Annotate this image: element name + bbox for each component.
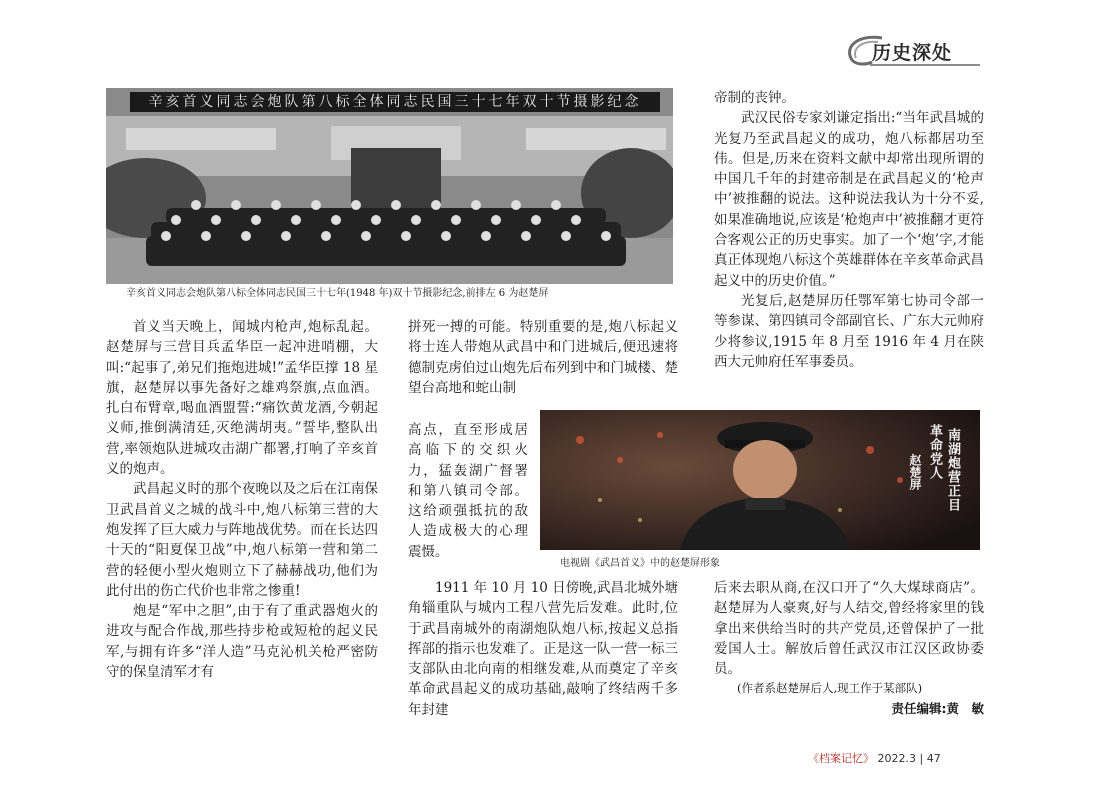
paragraph: 武昌起义时的那个夜晚以及之后在江南保卫武昌首义之城的战斗中,炮八标第三营的大炮发挥了巨大威力与阵地战优势。而在长达四十天的“阳夏保卫战”中,炮八标第一营和第二营的轻便小型火炮则立下了赫赫战功,他们为此付出的伤亡代价也非常之惨重! [106,481,378,599]
article-column-1 [106,317,378,682]
tv-drama-still [540,410,980,550]
author-note: (作者系赵楚屏后人,现工作于某部队) [737,681,923,696]
overlay-name: 赵楚屏 [908,454,922,490]
paragraph: 1911 年 10 月 10 日傍晚,武昌北城外塘角辎重队与城内工程八营先后发难。此时,位于武昌南城外的南湖炮队炮八标,按起义总指挥部的指示也发难了。正是这一队一营一标三支部队由北向南的相继发难,从而奠定了辛亥革命武昌起义的成功基础,敲响了终结两千多年封建 [408,580,678,718]
group-photo-image [106,88,673,284]
article-column-2-wrap [408,420,528,562]
issue-number: 2022.3 [877,752,916,765]
article-column-2-top [408,317,678,398]
paragraph: 拼死一搏的可能。特别重要的是,炮八标起义将士连人带炮从武昌中和门进城后,便迅速将德制克虏伯过山炮先后布列到中和门城楼、楚望台高地和蛇山制 [408,319,678,396]
footer-separator: | [919,752,924,765]
photo-banner: 辛亥首义同志会炮队第八标全体同志民国三十七年双十节摄影纪念 [130,92,660,112]
group-photo-caption: 辛亥首义同志会炮队第八标全体同志民国三十七年(1948 年)双十节摄影纪念,前排左 6 为赵楚屏 [126,288,549,299]
paragraph: 武汉民俗专家刘谦定指出:“当年武昌城的光复乃至武昌起义的成功，炮八标都居功至伟。但是,历来在资料文献中却常出现所谓的中国几千年的封建帝制是在武昌起义的‘枪声中’被推翻的说法。这种说法我认为十分不妥,如果准确地说,应该是‘枪炮声中’被推翻才更符合客观公正的历史事实。加了一个‘炮’字,才能真正体现炮八标这个英雄群体在辛亥革命武昌起义中的历史价值。” [714,110,984,289]
magazine-name: 《档案记忆》 [808,752,874,765]
page-footer [808,750,941,766]
group-photo [106,88,673,284]
header-underline [870,64,980,66]
tv-drama-caption: 电视剧《武昌首义》中的赵楚屏形象 [560,558,720,569]
paragraph: 帝制的丧钟。 [714,90,795,106]
paragraph: 高点，直至形成居高临下的交织火力，猛轰湖广督署和第八镇司令部。这给顽强抵抗的敌人造成极大的心理震慑。 [408,422,528,560]
paragraph: 后来去职从商,在汉口开了“久大煤球商店”。赵楚屏为人豪爽,好与人结交,曾经将家里的钱拿出来供给当时的共产党员,还曾保护了一批爱国人士。解放后曾任武汉市江汉区政协委员。 [714,580,984,678]
editor-credit: 责任编辑:黄 敏 [891,701,984,717]
paragraph: 炮是“军中之胆”,由于有了重武器炮火的进攻与配合作战,那些持步枪或短枪的起义民军,与拥有许多“洋人造”马克沁机关枪严密防守的保皇清军才有 [106,603,378,681]
paragraph: 光复后,赵楚屏历任鄂军第七协司令部一等参谋、第四镇司令部副官长、广东大元帅府少将参议,1915 年 8 月至 1916 年 4 月在陕西大元帅府任军事委员。 [714,292,984,370]
section-header [842,34,990,66]
paragraph: 首义当天晚上，闻城内枪声,炮标乱起。赵楚屏与三营目兵孟华臣一起冲进哨棚，大叫:“起事了,弟兄们拖炮进城!”孟华臣撑 18 星旗，赵楚屏以事先备好之雄鸡祭旗,点血酒。扎白布臂章,喝血酒盟誓:“痛饮黄龙酒,今朝起义师,推倒满清廷,灭绝满胡夷。”誓毕,整队出营,率领炮队进城攻击湖广都署,打响了辛亥首义的炮声。 [106,319,378,478]
overlay-title: 革命党人 [927,424,942,480]
article-column-2-bottom [408,578,678,720]
overlay-role: 南湖炮营正目 [945,428,960,512]
page-number: 47 [926,752,941,765]
section-title: 历史深处 [872,42,953,64]
article-column-3 [714,88,984,372]
article-column-3-bottom [714,578,984,720]
